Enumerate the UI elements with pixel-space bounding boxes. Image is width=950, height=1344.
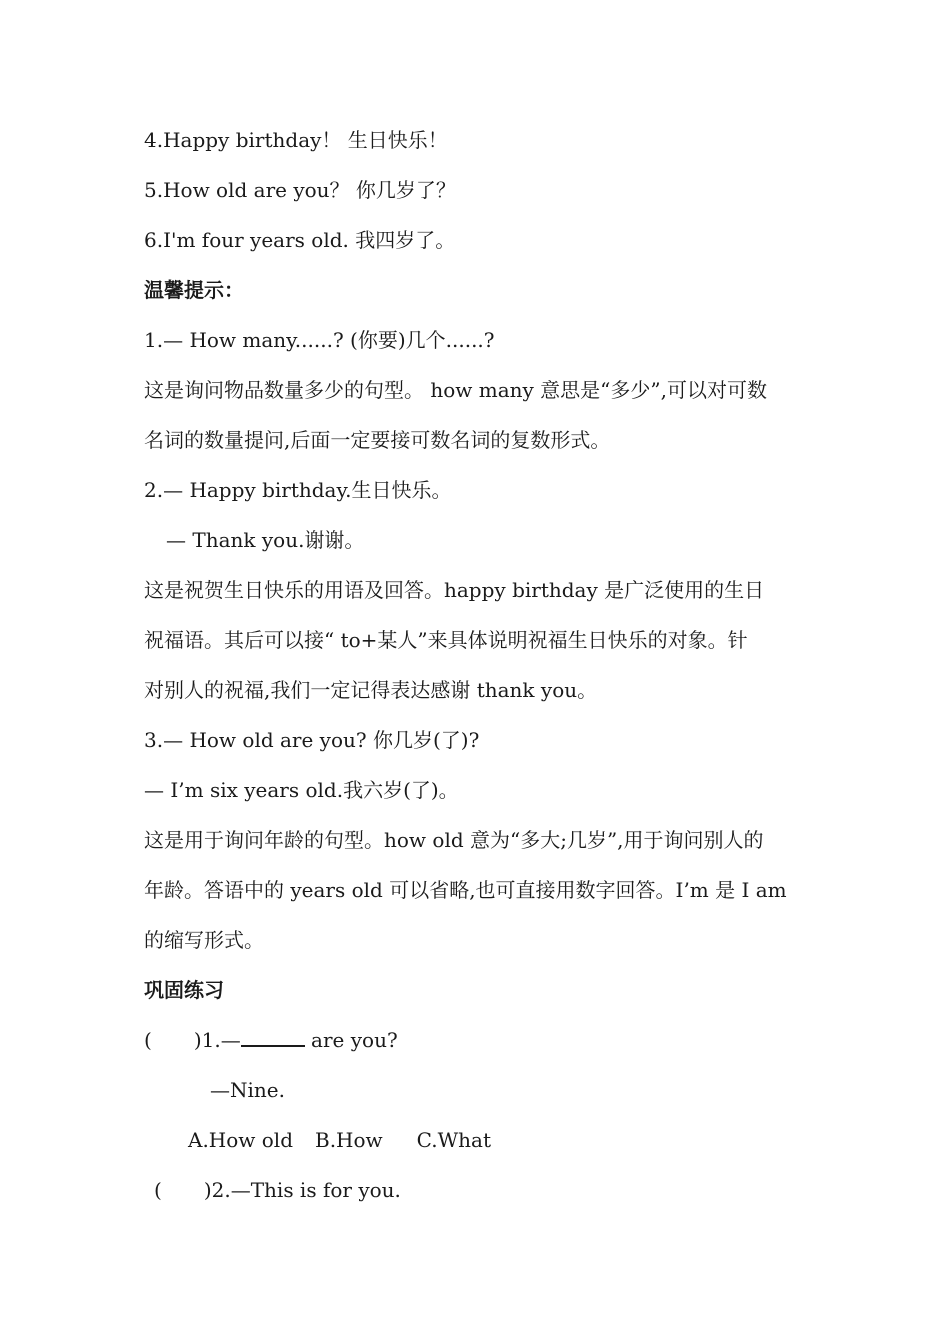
question-1-options [188, 1126, 491, 1154]
tip-2-text-1: 这是祝贺生日快乐的用语及回答。happy birthday 是广泛使用的生日 [144, 578, 765, 602]
tip-3-reply: — I’m six years old.我六岁(了)。 [144, 778, 459, 802]
tip-2-text-3: 对别人的祝福,我们一定记得表达感谢 thank you。 [144, 678, 598, 702]
practice-heading: 巩固练习 [144, 978, 224, 1002]
tip-1-title: 1.— How many......? (你要)几个......? [144, 328, 495, 352]
question-1-open-paren: ( [144, 1028, 152, 1052]
option-b[interactable]: B.How [315, 1128, 383, 1152]
tip-2-text-2: 祝福语。其后可以接“ to+某人”来具体说明祝福生日快乐的对象。针 [144, 628, 748, 652]
option-c[interactable]: C.What [416, 1128, 492, 1152]
fill-blank-1[interactable] [241, 1027, 305, 1047]
phrase-four-years-old: 6.I'm four years old. 我四岁了。 [144, 228, 456, 252]
tip-2-reply: — Thank you.谢谢。 [166, 528, 365, 552]
question-1-answer: —Nine. [210, 1078, 285, 1102]
question-2 [154, 1176, 401, 1204]
tips-heading: 温馨提示： [144, 278, 244, 302]
tip-3-text-2: 年龄。答语中的 years old 可以省略,也可直接用数字回答。I’m 是 I am [144, 878, 787, 902]
question-2-open-paren: ( [154, 1178, 162, 1202]
tip-3-text-3: 的缩写形式。 [144, 928, 264, 952]
tip-3-text-1: 这是用于询问年龄的句型。how old 意为“多大;几岁”,用于询问别人的 [144, 828, 764, 852]
question-1 [144, 1026, 398, 1054]
phrase-happy-birthday: 4.Happy birthday！ 生日快乐！ [144, 128, 448, 152]
phrase-how-old: 5.How old are you？ 你几岁了？ [144, 178, 456, 202]
tip-1-text-2: 名词的数量提问,后面一定要接可数名词的复数形式。 [144, 428, 611, 452]
question-2-label: )2.—This is for you. [203, 1178, 401, 1202]
question-1-tail: are you? [304, 1028, 398, 1052]
tip-2-title: 2.— Happy birthday.生日快乐。 [144, 478, 452, 502]
tip-1-text-1: 这是询问物品数量多少的句型。 how many 意思是“多少”,可以对可数 [144, 378, 767, 402]
question-1-label: )1.— [193, 1028, 241, 1052]
option-a[interactable]: A.How old [188, 1128, 293, 1152]
tip-3-title: 3.— How old are you? 你几岁(了)? [144, 728, 480, 752]
